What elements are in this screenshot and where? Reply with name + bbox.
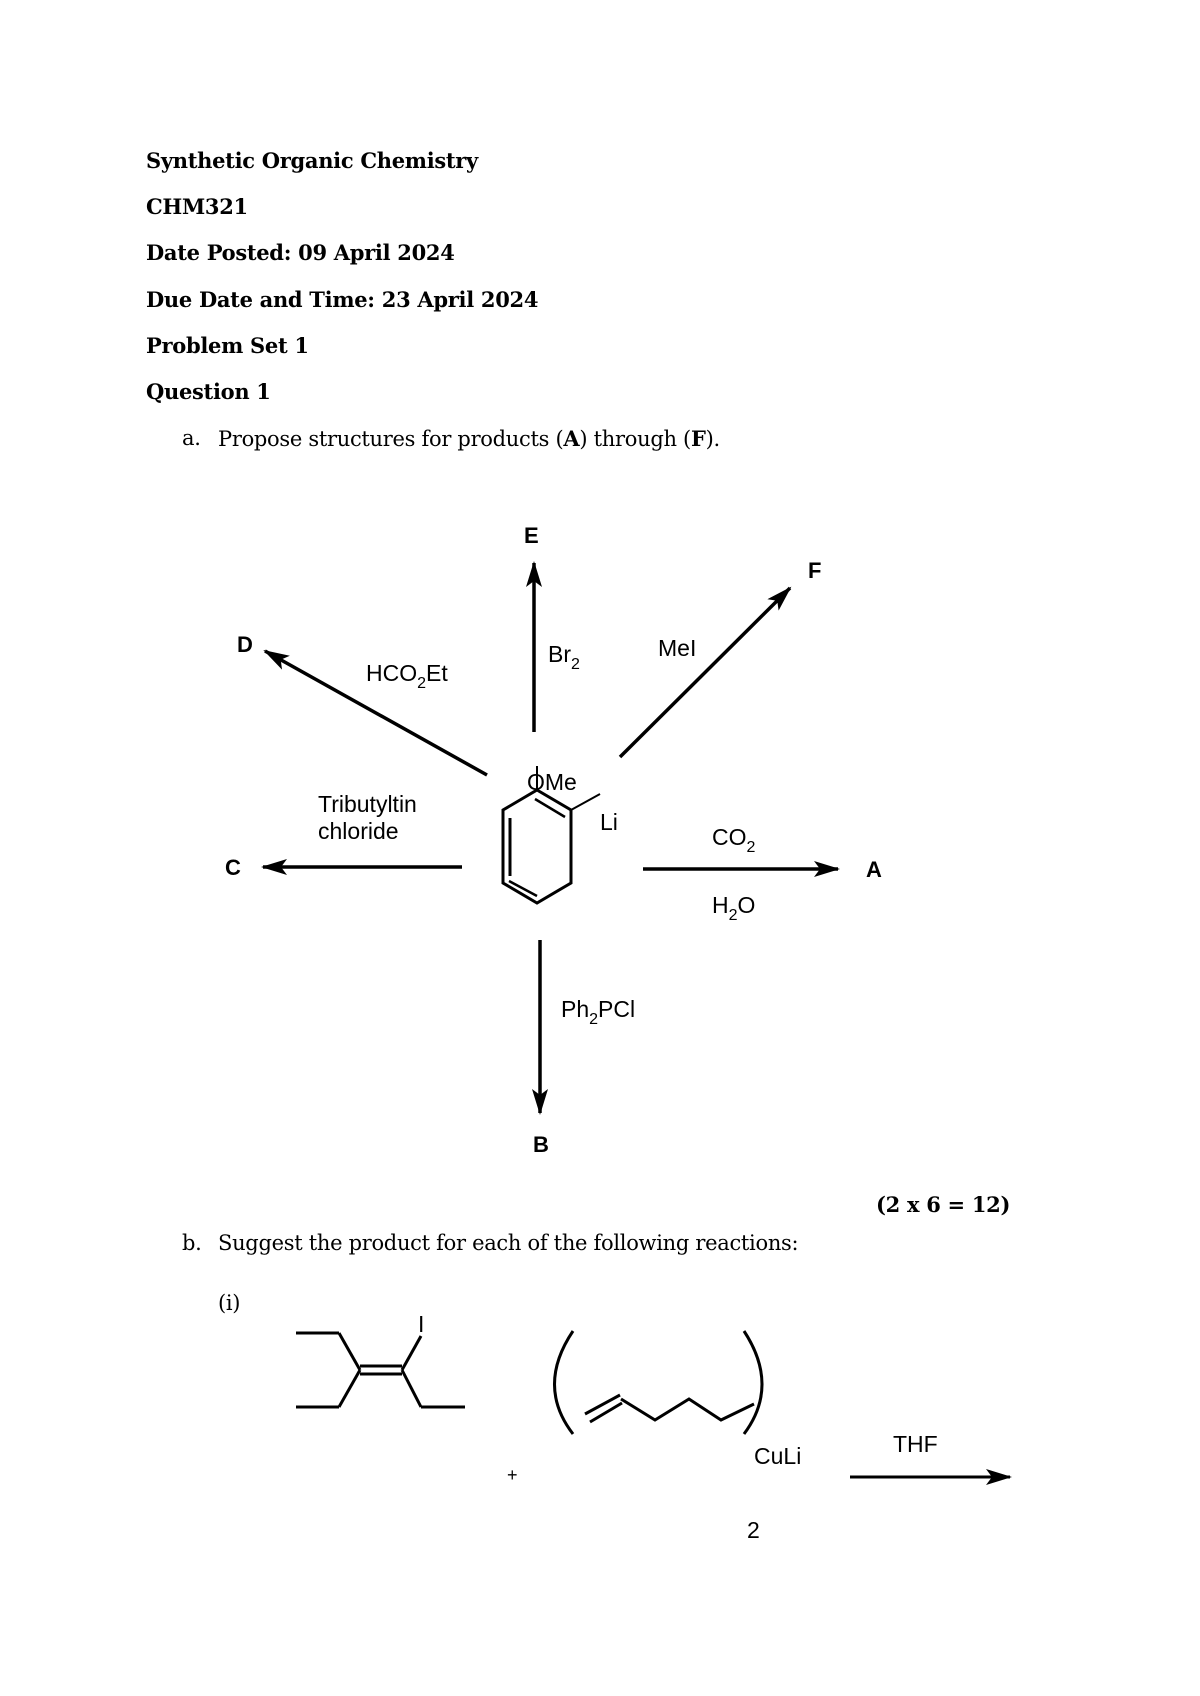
due-date: Due Date and Time: 23 April 2024 [146, 287, 539, 312]
reagent-ph2pcl: $Ph_2PCl$ [561, 996, 636, 1028]
question-title: Question 1 [146, 379, 271, 404]
product-E: E [524, 523, 539, 548]
product-A: A [866, 857, 882, 882]
product-B: B [533, 1132, 549, 1157]
vinyl-double-bond-2 [585, 1395, 620, 1414]
lithium-label: Li [600, 809, 618, 835]
part-b-marker: b. [182, 1231, 202, 1255]
part-b-subitem: (i) [218, 1291, 241, 1315]
butenyl-chain [621, 1399, 754, 1420]
course-code: CHM321 [146, 194, 248, 219]
date-posted: Date Posted: 09 April 2024 [146, 240, 455, 265]
iodo-label: I [418, 1311, 425, 1337]
reagent-tributyltin-line1: Tributyltin [318, 791, 417, 817]
part-a-text-after: ). [705, 427, 720, 451]
product-D: D [237, 632, 253, 657]
plus-sign: + [507, 1465, 518, 1485]
solvent-thf: THF [893, 1431, 938, 1457]
vinyl-double-bond-1 [590, 1403, 622, 1422]
cuprate-label: CuLi [754, 1443, 802, 1469]
reagent-tributyltin-line2: chloride [318, 818, 399, 844]
part-a-marker: a. [182, 426, 201, 450]
reagent-co2: $CO_2$ [712, 824, 756, 856]
right-parenthesis [744, 1331, 762, 1434]
reagent-ethyl-formate: $HCO_2Et$ [366, 660, 448, 692]
product-C: C [225, 855, 241, 880]
reagent-br2: $Br_2$ [548, 641, 580, 673]
part-a-text-middle: ) through ( [579, 427, 691, 451]
reagent-mei: MeI [658, 635, 697, 661]
product-label-first: A [563, 426, 580, 451]
cuprate-subscript: 2 [747, 1517, 760, 1543]
part-a-marks: (2 x 6 = 12) [876, 1192, 1011, 1217]
cuprate-structure [555, 1331, 763, 1434]
reagent-h2o: $H_2O$ [712, 892, 756, 924]
product-label-last: F [690, 426, 706, 451]
left-parenthesis [555, 1331, 574, 1434]
part-b-prompt: Suggest the product for each of the following reactions: [218, 1231, 799, 1255]
product-F: F [808, 558, 822, 583]
methoxy-label: OMe [527, 769, 577, 795]
part-a-text-before: Propose structures for products ( [218, 427, 564, 451]
problem-set-title: Problem Set 1 [146, 333, 309, 358]
course-title: Synthetic Organic Chemistry [146, 148, 478, 173]
